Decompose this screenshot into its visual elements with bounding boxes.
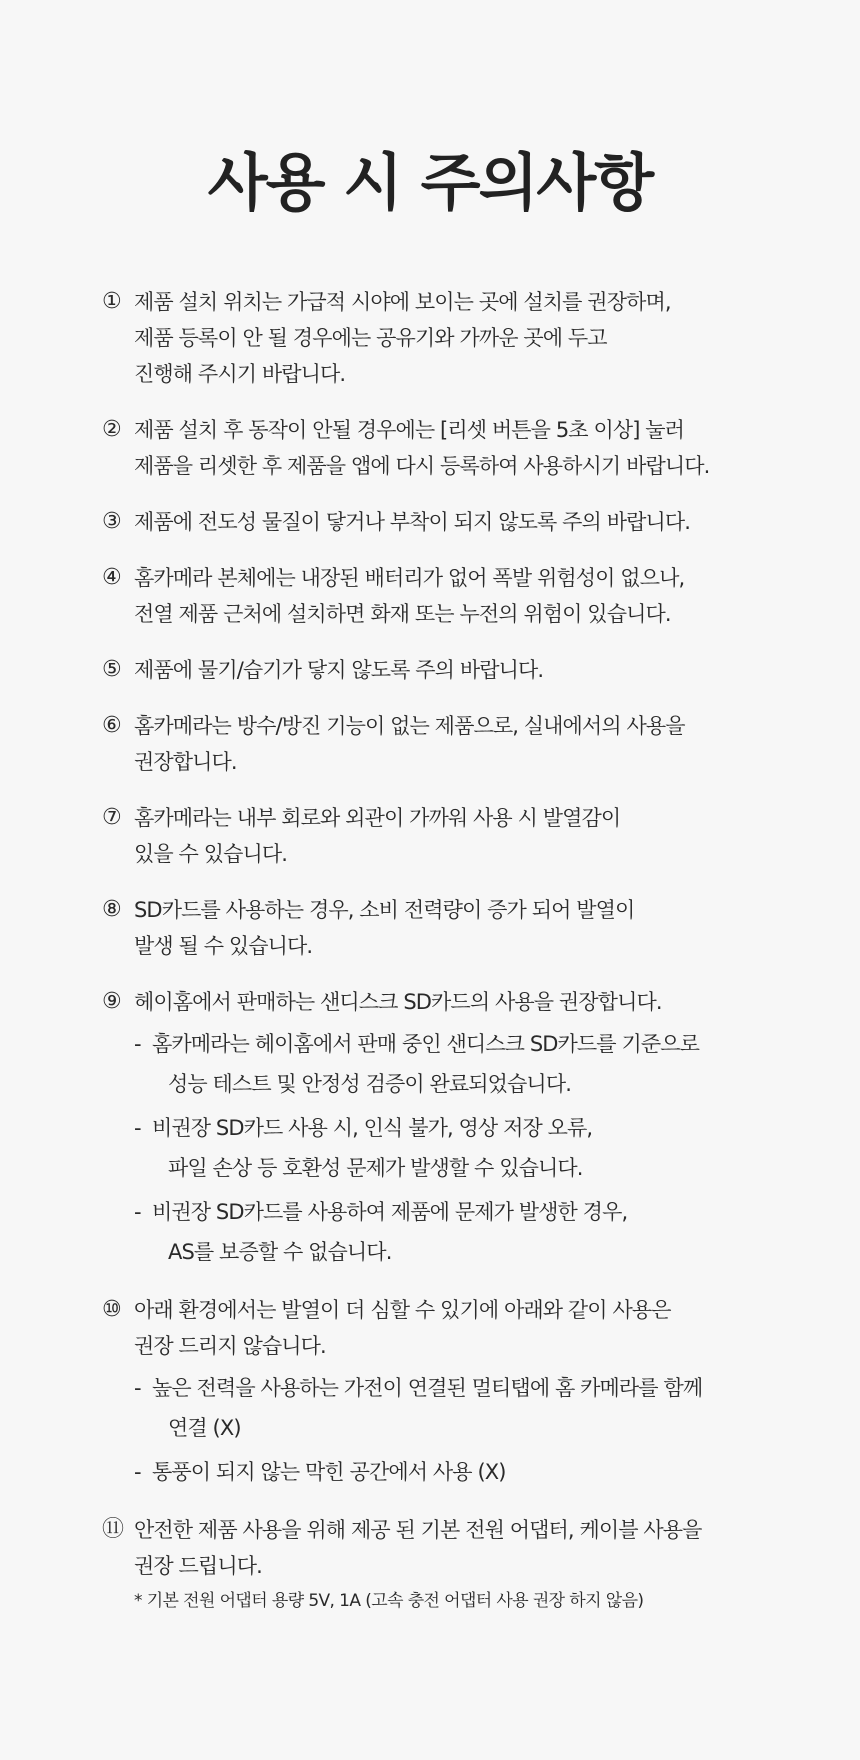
item-body	[134, 504, 842, 540]
sub-list	[134, 1368, 842, 1492]
caution-list	[102, 284, 842, 1636]
dash-bullet: -	[134, 1116, 142, 1140]
item-text-line: 아래 환경에서는 발열이 더 심할 수 있기에 아래와 같이 사용은	[134, 1298, 671, 1322]
sub-text	[152, 1024, 699, 1104]
item-body	[134, 284, 842, 392]
sub-text-line: 비권장 SD카드를 사용하여 제품에 문제가 발생한 경우,	[152, 1200, 628, 1224]
item-body	[134, 560, 842, 632]
item-number: ⑦	[102, 805, 122, 830]
dash-bullet: -	[134, 1200, 142, 1224]
dash-bullet: -	[134, 1032, 142, 1056]
sub-text-line: 비권장 SD카드 사용 시, 인식 불가, 영상 저장 오류,	[152, 1116, 593, 1140]
sub-list-item	[134, 1452, 842, 1492]
sub-text-line: AS를 보증할 수 없습니다.	[168, 1240, 392, 1264]
sub-text	[152, 1192, 627, 1272]
item-text-line: 제품 설치 위치는 가급적 시야에 보이는 곳에 설치를 권장하며,	[134, 290, 671, 314]
item-text-line: 권장 드립니다.	[134, 1554, 262, 1578]
sub-list	[134, 1024, 842, 1272]
sub-text-line: 성능 테스트 및 안정성 검증이 완료되었습니다.	[168, 1072, 571, 1096]
caution-item	[102, 652, 842, 688]
sub-text	[152, 1368, 702, 1448]
caution-item	[102, 984, 842, 1272]
sub-list-item	[134, 1192, 842, 1272]
sub-text-line: 홈카메라는 헤이홈에서 판매 중인 샌디스크 SD카드를 기준으로	[152, 1032, 700, 1056]
caution-item	[102, 892, 842, 964]
item-text-line: 홈카메라는 내부 회로와 외관이 가까워 사용 시 발열감이	[134, 806, 621, 830]
item-body	[134, 984, 842, 1272]
item-text-line: 안전한 제품 사용을 위해 제공 된 기본 전원 어댑터, 케이블 사용을	[134, 1518, 702, 1542]
sub-text	[152, 1452, 506, 1492]
item-text-line: SD카드를 사용하는 경우, 소비 전력량이 증가 되어 발열이	[134, 898, 635, 922]
sub-text-line: 통풍이 되지 않는 막힌 공간에서 사용 (X)	[152, 1460, 506, 1484]
item-text-line: 제품에 전도성 물질이 닿거나 부착이 되지 않도록 주의 바랍니다.	[134, 510, 691, 534]
caution-item	[102, 1292, 842, 1492]
caution-item	[102, 800, 842, 872]
item-number: ⑪	[102, 1517, 125, 1542]
item-number: ⑤	[102, 657, 122, 682]
sub-list-item	[134, 1108, 842, 1188]
caution-item	[102, 1512, 842, 1616]
sub-text-line: 연결 (X)	[168, 1416, 241, 1440]
item-number: ⑩	[102, 1297, 122, 1322]
sub-list-item	[134, 1368, 842, 1448]
caution-item	[102, 504, 842, 540]
item-text-line: 헤이홈에서 판매하는 샌디스크 SD카드의 사용을 권장합니다.	[134, 990, 662, 1014]
item-text-line: 제품에 물기/습기가 닿지 않도록 주의 바랍니다.	[134, 658, 544, 682]
item-body	[134, 800, 842, 872]
item-number: ②	[102, 417, 122, 442]
item-text-line: 권장합니다.	[134, 750, 237, 774]
item-text-line: 있을 수 있습니다.	[134, 842, 288, 866]
item-text-line: 진행해 주시기 바랍니다.	[134, 362, 346, 386]
item-body	[134, 708, 842, 780]
caution-item	[102, 284, 842, 392]
dash-bullet: -	[134, 1376, 142, 1400]
item-number: ③	[102, 509, 122, 534]
item-number: ①	[102, 289, 122, 314]
sub-text-line: 파일 손상 등 호환성 문제가 발생할 수 있습니다.	[168, 1156, 583, 1180]
sub-text	[152, 1108, 592, 1188]
sub-text-line: 높은 전력을 사용하는 가전이 연결된 멀티탭에 홈 카메라를 함께	[152, 1376, 703, 1400]
item-number: ⑥	[102, 713, 122, 738]
caution-item	[102, 708, 842, 780]
item-text-line: 제품 등록이 안 될 경우에는 공유기와 가까운 곳에 두고	[134, 326, 607, 350]
item-text-line: 제품을 리셋한 후 제품을 앱에 다시 등록하여 사용하시기 바랍니다.	[134, 454, 710, 478]
item-text-line: 홈카메라 본체에는 내장된 배터리가 없어 폭발 위험성이 없으나,	[134, 566, 685, 590]
item-text-line: 발생 될 수 있습니다.	[134, 934, 313, 958]
item-body	[134, 892, 842, 964]
item-text-line: 권장 드리지 않습니다.	[134, 1334, 326, 1358]
dash-bullet: -	[134, 1460, 142, 1484]
caution-item	[102, 560, 842, 632]
item-body	[134, 1512, 842, 1616]
item-number: ④	[102, 565, 122, 590]
sub-list-item	[134, 1024, 842, 1104]
item-body	[134, 412, 842, 484]
item-number: ⑧	[102, 897, 122, 922]
item-text-line: 제품 설치 후 동작이 안될 경우에는 [리셋 버튼을 5초 이상] 눌러	[134, 418, 685, 442]
item-number: ⑨	[102, 989, 122, 1014]
page-title: 사용 시 주의사항	[207, 146, 653, 219]
item-body	[134, 1292, 842, 1492]
caution-item	[102, 412, 842, 484]
footnote: * 기본 전원 어댑터 용량 5V, 1A (고속 충전 어댑터 사용 권장 하지 않음)	[134, 1591, 644, 1611]
item-text-line: 홈카메라는 방수/방진 기능이 없는 제품으로, 실내에서의 사용을	[134, 714, 685, 738]
item-text-line: 전열 제품 근처에 설치하면 화재 또는 누전의 위험이 있습니다.	[134, 602, 671, 626]
item-body	[134, 652, 842, 688]
